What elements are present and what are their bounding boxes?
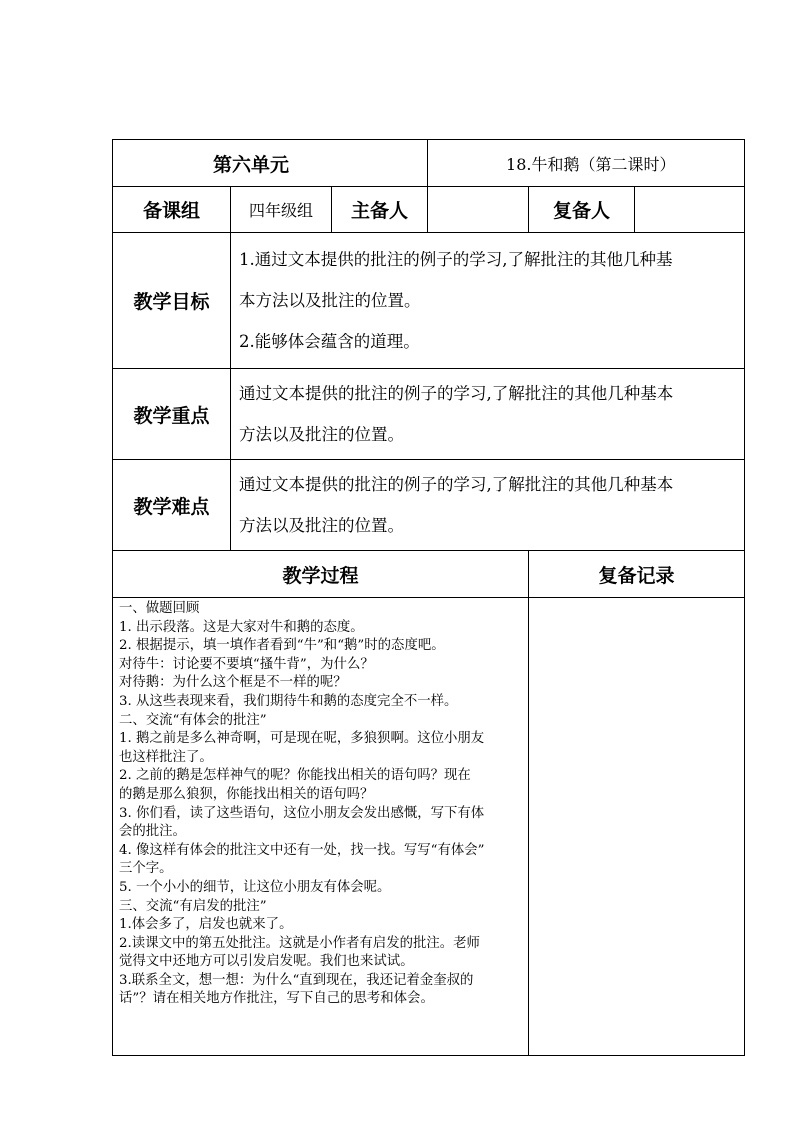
lesson-plan xyxy=(112,139,744,1056)
key-points-label: 教学重点 xyxy=(113,369,231,460)
difficulty-line-1: 通过文本提供的批注的例子的学习,了解批注的其他几种基本 xyxy=(239,475,674,494)
difficulties-row xyxy=(113,460,745,551)
process-header-row xyxy=(113,551,745,598)
process-line: 3. 从这些表现来看，我们期待牛和鹅的态度完全不一样。 xyxy=(119,693,458,709)
record-label: 复备记录 xyxy=(529,551,745,598)
group-label: 备课组 xyxy=(113,187,231,233)
process-line: 1.体会多了，启发也就来了。 xyxy=(119,917,293,933)
process-line: 3.联系全文，想一想：为什么“直到现在，我还记着金奎叔的 xyxy=(119,972,474,988)
goals-label: 教学目标 xyxy=(113,233,231,369)
goal-line-3: 2.能够体会蕴含的道理。 xyxy=(239,332,420,351)
record-content xyxy=(529,598,745,1056)
process-line: 1. 鹅之前是多么神奇啊，可是现在呢，多狼狈啊。这位小朋友 xyxy=(119,731,485,747)
process-content xyxy=(113,598,529,1056)
process-line: 3. 你们看，读了这些语句，这位小朋友会发出感慨，写下有体 xyxy=(119,805,485,821)
process-line: 也这样批注了。 xyxy=(119,749,213,765)
process-line: 2. 之前的鹅是怎样神气的呢？你能找出相关的语句吗？现在 xyxy=(119,768,471,784)
header-row xyxy=(113,140,745,187)
process-line: 2. 根据提示，填一填作者看到“牛”和“鹅”时的态度吧。 xyxy=(119,638,445,654)
process-line: 2.读课文中的第五处批注。这就是小作者有启发的批注。老师 xyxy=(119,935,480,951)
re-preparer-label: 复备人 xyxy=(529,187,635,233)
lesson-plan-table xyxy=(112,139,745,1056)
goals-row xyxy=(113,233,745,369)
lesson-title: 18.牛和鹅（第二课时） xyxy=(428,140,745,187)
process-line: 二、交流“有体会的批注” xyxy=(119,712,267,728)
process-line: 5. 一个小小的细节，让这位小朋友有体会呢。 xyxy=(119,879,391,895)
process-line: 对待鹅：为什么这个框是不一样的呢？ xyxy=(119,675,347,691)
key-points-content xyxy=(231,369,745,460)
unit-title: 第六单元 xyxy=(113,140,428,187)
key-points-row xyxy=(113,369,745,460)
process-line: 对待牛：讨论要不要填“搔牛背”，为什么？ xyxy=(119,656,374,672)
process-line: 话”？请在相关地方作批注，写下自己的思考和体会。 xyxy=(119,991,434,1007)
re-preparer-value xyxy=(635,187,745,233)
process-line: 三、交流“有启发的批注” xyxy=(119,898,267,914)
process-line: 1. 出示段落。这是大家对牛和鹅的态度。 xyxy=(119,619,364,635)
process-line: 的鹅是那么狼狈，你能找出相关的语句吗？ xyxy=(119,786,374,802)
process-content-row xyxy=(113,598,745,1056)
main-preparer-label: 主备人 xyxy=(332,187,428,233)
process-line: 一、做题回顾 xyxy=(119,601,200,616)
process-line: 三个字。 xyxy=(119,861,173,877)
difficulties-label: 教学难点 xyxy=(113,460,231,551)
main-preparer-value xyxy=(428,187,529,233)
process-line: 会的批注。 xyxy=(119,824,186,840)
goals-content xyxy=(231,233,745,369)
process-line: 觉得文中还地方可以引发启发呢。我们也来试试。 xyxy=(119,954,414,970)
process-line: 4. 像这样有体会的批注文中还有一处，找一找。写写“有体会” xyxy=(119,842,485,858)
difficulties-content xyxy=(231,460,745,551)
process-label: 教学过程 xyxy=(113,551,529,598)
info-row xyxy=(113,187,745,233)
goal-line-2: 本方法以及批注的位置。 xyxy=(239,291,421,310)
difficulty-line-2: 方法以及批注的位置。 xyxy=(239,516,404,535)
group-value: 四年级组 xyxy=(231,187,332,233)
goal-line-1: 1.通过文本提供的批注的例子的学习,了解批注的其他几种基 xyxy=(239,250,673,269)
key-point-line-2: 方法以及批注的位置。 xyxy=(239,425,404,444)
key-point-line-1: 通过文本提供的批注的例子的学习,了解批注的其他几种基本 xyxy=(239,384,674,403)
